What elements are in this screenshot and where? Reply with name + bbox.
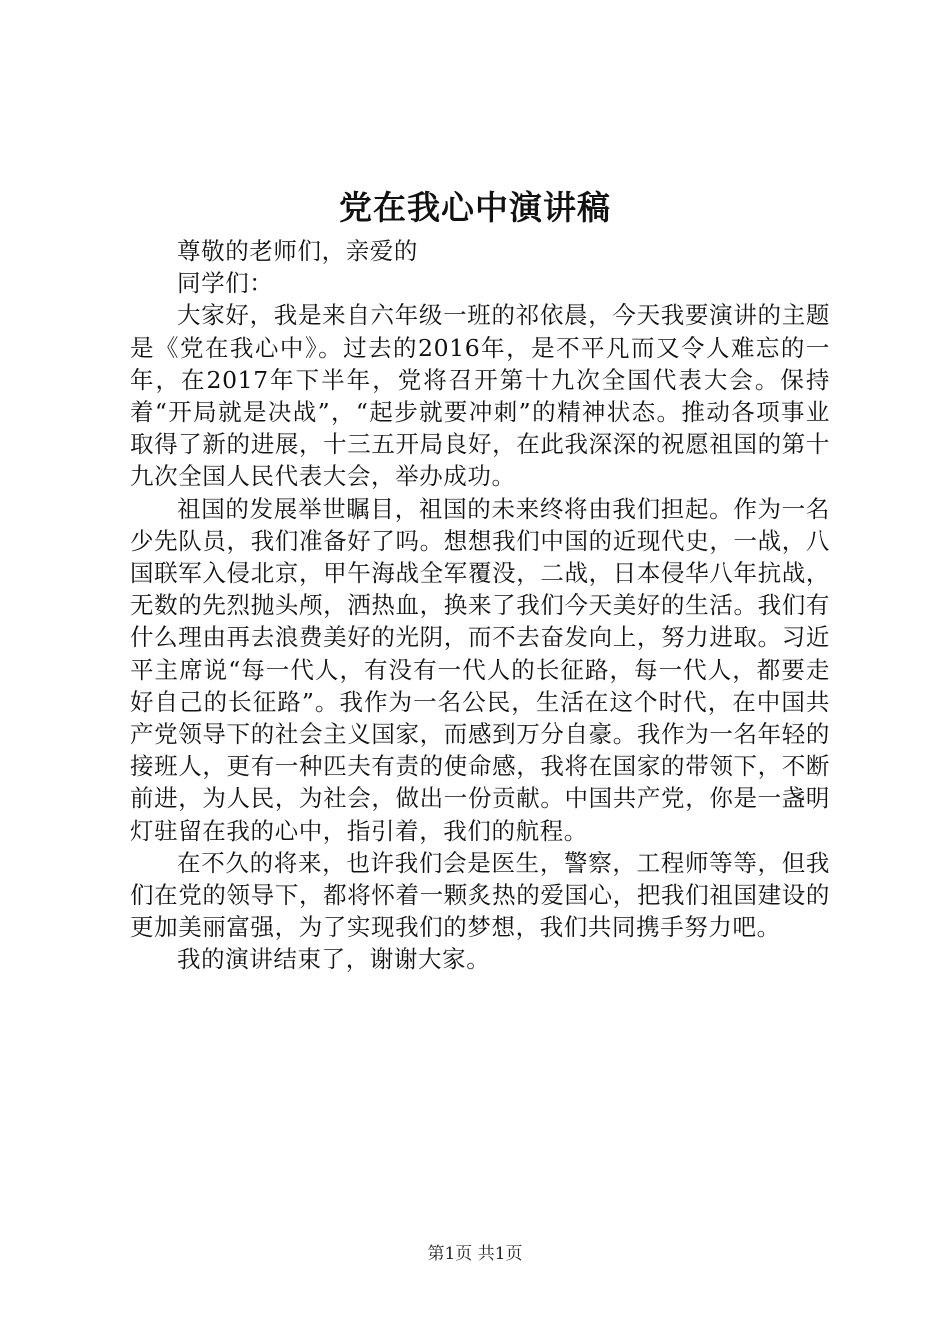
paragraph-intro: 大家好，我是来自六年级一班的祁依晨，今天我要演讲的主题是《党在我心中》。过去的2016年，是不平凡而又令人难忘的一年，在2017年下半年，党将召开第十九次全国代表大会。保持着“开局就是决战”，“起步就要冲刺”的精神状态。推动各项事业取得了新的进展，十三五开局良好，在此我深深的祝愿祖国的第十九次全国人民代表大会，举办成功。 <box>130 301 830 491</box>
salutation-line-1: 尊敬的老师们，亲爱的 <box>177 237 418 265</box>
paragraph-future: 在不久的将来，也许我们会是医生，警察，工程师等等，但我们在党的领导下，都将怀着一颗炙热的爱国心，把我们祖国建设的更加美丽富强，为了实现我们的梦想，我们共同携手努力吧。 <box>130 848 830 942</box>
salutation-line-2: 同学们： <box>177 269 274 298</box>
document-body <box>130 235 830 976</box>
document-title: 党在我心中演讲稿 <box>339 188 611 227</box>
paragraph-history: 祖国的发展举世瞩目，祖国的未来终将由我们担起。作为一名少先队员，我们准备好了吗。想想我们中国的近现代史，一战，八国联军入侵北京，甲午海战全军覆没，二战，日本侵华八年抗战，无数的先烈抛头颅，洒热血，换来了我们今天美好的生活。我们有什么理由再去浪费美好的光阴，而不去奋发向上，努力进取。习近平主席说“每一代人，有没有一代人的长征路，每一代人，都要走好自己的长征路”。我作为一名公民，生活在这个时代，在中国共产党领导下的社会主义国家，而感到万分自豪。我作为一名年轻的接班人，更有一种匹夫有责的使命感，我将在国家的带领下，不断前进，为人民，为社会，做出一份贡献。中国共产党，你是一盏明灯驻留在我的心中，指引着，我们的航程。 <box>130 494 830 845</box>
page-footer: 第1页 共1页 <box>427 1244 523 1264</box>
paragraph-closing: 我的演讲结束了，谢谢大家。 <box>177 945 491 974</box>
